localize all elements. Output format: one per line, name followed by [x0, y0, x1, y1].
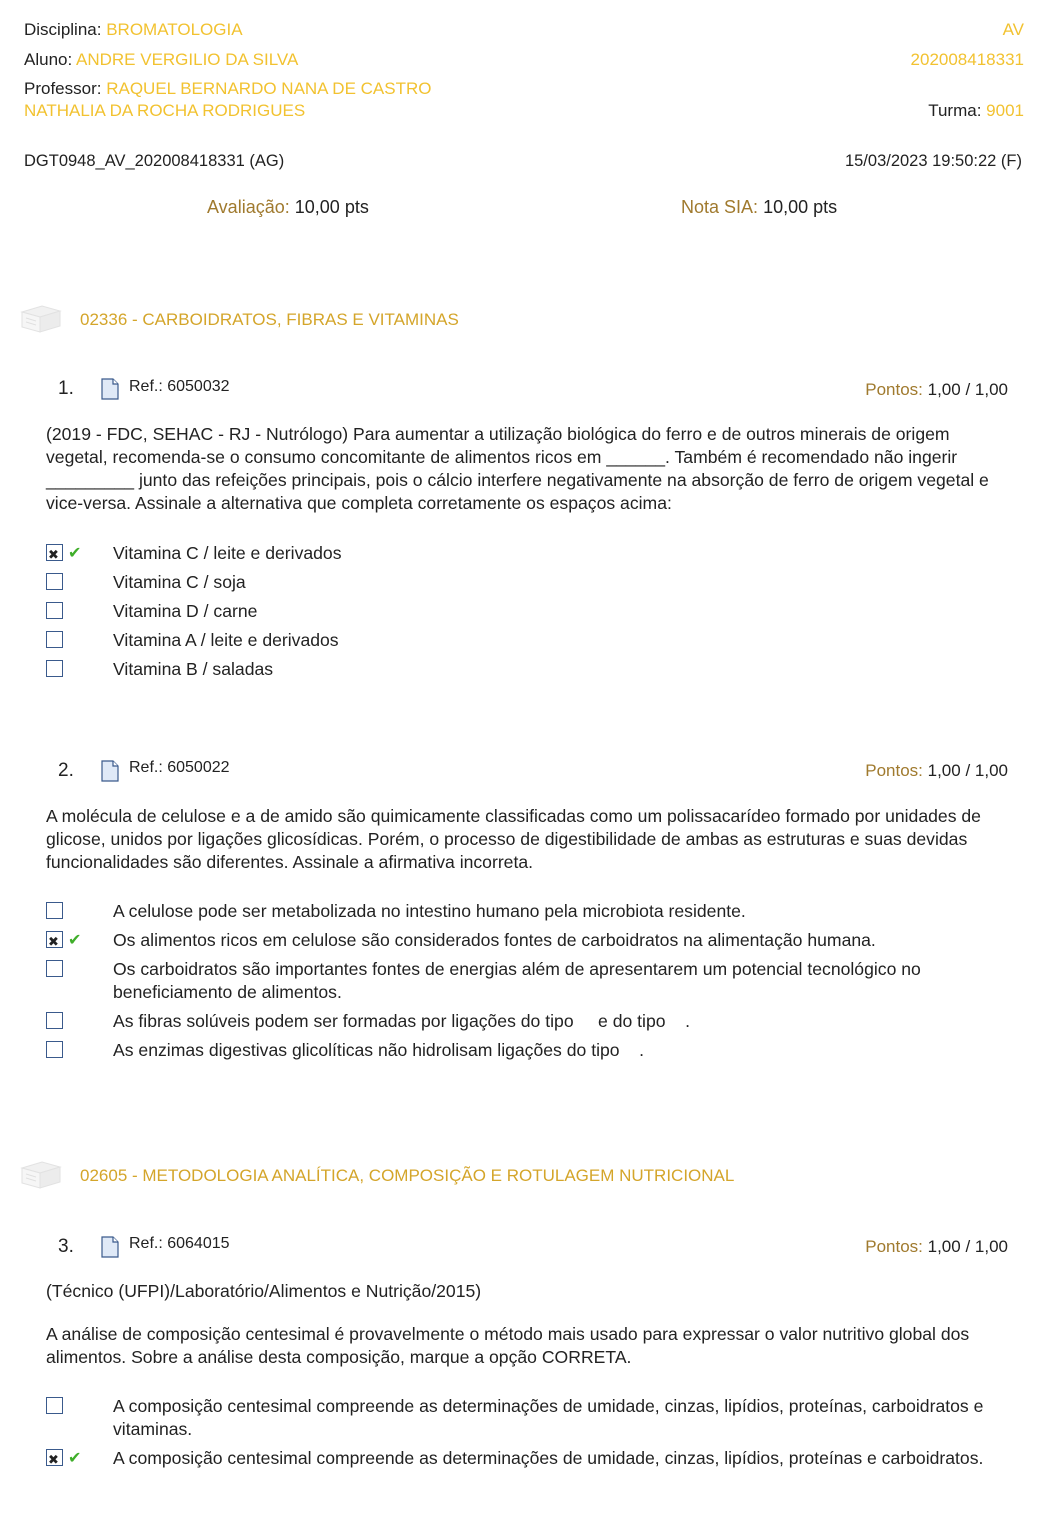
turma-value: 9001	[986, 101, 1024, 120]
aluno-value: ANDRE VERGILIO DA SILVA	[76, 50, 299, 69]
option-text: Vitamina C / soja	[113, 572, 246, 592]
points-max: / 1,00	[965, 761, 1008, 780]
option-text: Vitamina C / leite e derivados	[113, 543, 342, 563]
checkbox[interactable]	[46, 573, 63, 590]
question-text: (2019 - FDC, SEHAC - RJ - Nutrólogo) Para aumentar a utilização biológica do ferro e de outros minerais de origem vegetal, recomenda-se o consumo concomitante de alimentos ricos em ______. Também é recomendado não ingerir _________ junto das refeições principais, pois o cálcio interfere negativamente na absorção de ferro de origem vegetal e vice-versa. Assinale a alternativa que completa corretamente os espaços acima:	[46, 424, 989, 513]
question-points	[865, 1237, 1008, 1257]
option-text: Vitamina D / carne	[113, 601, 258, 621]
avaliacao-unit: pts	[344, 197, 369, 217]
avaliacao-label: Avaliação:	[207, 197, 290, 217]
points-value: 1,00	[927, 1237, 961, 1256]
checkbox-checked[interactable]	[46, 1449, 63, 1466]
points-value: 1,00	[927, 761, 961, 780]
checkbox-checked[interactable]	[46, 931, 63, 948]
avaliacao-score	[207, 197, 369, 218]
nota-sia-label: Nota SIA:	[681, 197, 759, 217]
checkbox-checked[interactable]	[46, 544, 63, 561]
exam-code: DGT0948_AV_202008418331 (AG)	[24, 152, 285, 170]
option-text: Os carboidratos são importantes fontes de energias além de apresentarem um potencial tecnológico no beneficiamento de alimentos.	[113, 959, 921, 1002]
question-ref: Ref.: 6050032	[129, 378, 230, 395]
option-text: A composição centesimal compreende as determinações de umidade, cinzas, lipídios, proteínas e carboidratos.	[113, 1448, 984, 1468]
checkbox[interactable]	[46, 1041, 63, 1058]
aluno-label: Aluno:	[24, 50, 73, 69]
question-number: 1.	[58, 378, 74, 399]
option-text: A composição centesimal compreende as determinações de umidade, cinzas, lipídios, proteínas, carboidratos e vitaminas.	[113, 1396, 984, 1439]
disciplina-value: BROMATOLOGIA	[106, 20, 243, 39]
points-max: / 1,00	[965, 380, 1008, 399]
question-points	[865, 761, 1008, 781]
turma-line	[928, 101, 1024, 121]
points-label: Pontos:	[865, 761, 923, 780]
disciplina-line	[24, 20, 243, 40]
document-icon[interactable]	[101, 760, 119, 782]
correct-check-icon: ✔	[68, 545, 82, 562]
question-number: 3.	[58, 1236, 74, 1257]
option-text: Vitamina B / saladas	[113, 659, 274, 679]
nota-sia-unit: pts	[813, 197, 838, 217]
disciplina-label: Disciplina:	[24, 20, 102, 39]
checkbox[interactable]	[46, 902, 63, 919]
professor-line	[24, 79, 432, 99]
book-stack-icon	[18, 302, 64, 336]
question-number: 2.	[58, 760, 74, 781]
nota-sia-score	[681, 197, 837, 218]
matricula: 202008418331	[910, 50, 1024, 69]
question-points	[865, 380, 1008, 400]
question-ref: Ref.: 6064015	[129, 1235, 230, 1252]
points-value: 1,00	[927, 380, 961, 399]
checkbox[interactable]	[46, 602, 63, 619]
option-text: As enzimas digestivas glicolíticas não hidrolisam ligações do tipo .	[113, 1040, 644, 1060]
correct-check-icon: ✔	[68, 1450, 82, 1467]
document-icon[interactable]	[101, 378, 119, 400]
checkbox[interactable]	[46, 660, 63, 677]
question-text: A molécula de celulose e a de amido são quimicamente classificadas como um polissacarídeo formado por unidades de glicose, unidos por ligações glicosídicas. Porém, o processo de digestibilidade de ambas as estruturas e suas devidas funcionalidades são diferentes. Assinale a afirmativa incorreta.	[46, 806, 981, 872]
points-label: Pontos:	[865, 380, 923, 399]
correct-check-icon: ✔	[68, 932, 82, 949]
checkbox[interactable]	[46, 1397, 63, 1414]
professor-value-2: NATHALIA DA ROCHA RODRIGUES	[24, 101, 306, 120]
points-label: Pontos:	[865, 1237, 923, 1256]
nota-sia-value: 10,00	[763, 197, 809, 217]
section-title: 02605 - METODOLOGIA ANALÍTICA, COMPOSIÇÃO E ROTULAGEM NUTRICIONAL	[80, 1166, 735, 1185]
turma-label: Turma:	[928, 101, 982, 120]
question-source: (Técnico (UFPI)/Laboratório/Alimentos e Nutrição/2015)	[46, 1281, 482, 1301]
option-text: As fibras solúveis podem ser formadas por ligações do tipo e do tipo .	[113, 1011, 690, 1031]
professor-value-1: RAQUEL BERNARDO NANA DE CASTRO	[106, 79, 432, 98]
option-text: Os alimentos ricos em celulose são considerados fontes de carboidratos na alimentação humana.	[113, 930, 876, 950]
checkbox[interactable]	[46, 960, 63, 977]
exam-type: AV	[1002, 20, 1024, 39]
option-text: A celulose pode ser metabolizada no intestino humano pela microbiota residente.	[113, 901, 746, 921]
checkbox[interactable]	[46, 1012, 63, 1029]
checkbox[interactable]	[46, 631, 63, 648]
exam-datetime: 15/03/2023 19:50:22 (F)	[844, 152, 1022, 170]
avaliacao-value: 10,00	[294, 197, 340, 217]
aluno-line	[24, 50, 298, 70]
document-icon[interactable]	[101, 1236, 119, 1258]
question-ref: Ref.: 6050022	[129, 759, 230, 776]
option-text: Vitamina A / leite e derivados	[113, 630, 339, 650]
professor-label: Professor:	[24, 79, 102, 98]
book-stack-icon	[18, 1158, 64, 1192]
question-text: A análise de composição centesimal é provavelmente o método mais usado para expressar o valor nutritivo global dos alimentos. Sobre a análise desta composição, marque a opção CORRETA.	[46, 1324, 970, 1367]
section-title: 02336 - CARBOIDRATOS, FIBRAS E VITAMINAS	[80, 310, 459, 329]
points-max: / 1,00	[965, 1237, 1008, 1256]
